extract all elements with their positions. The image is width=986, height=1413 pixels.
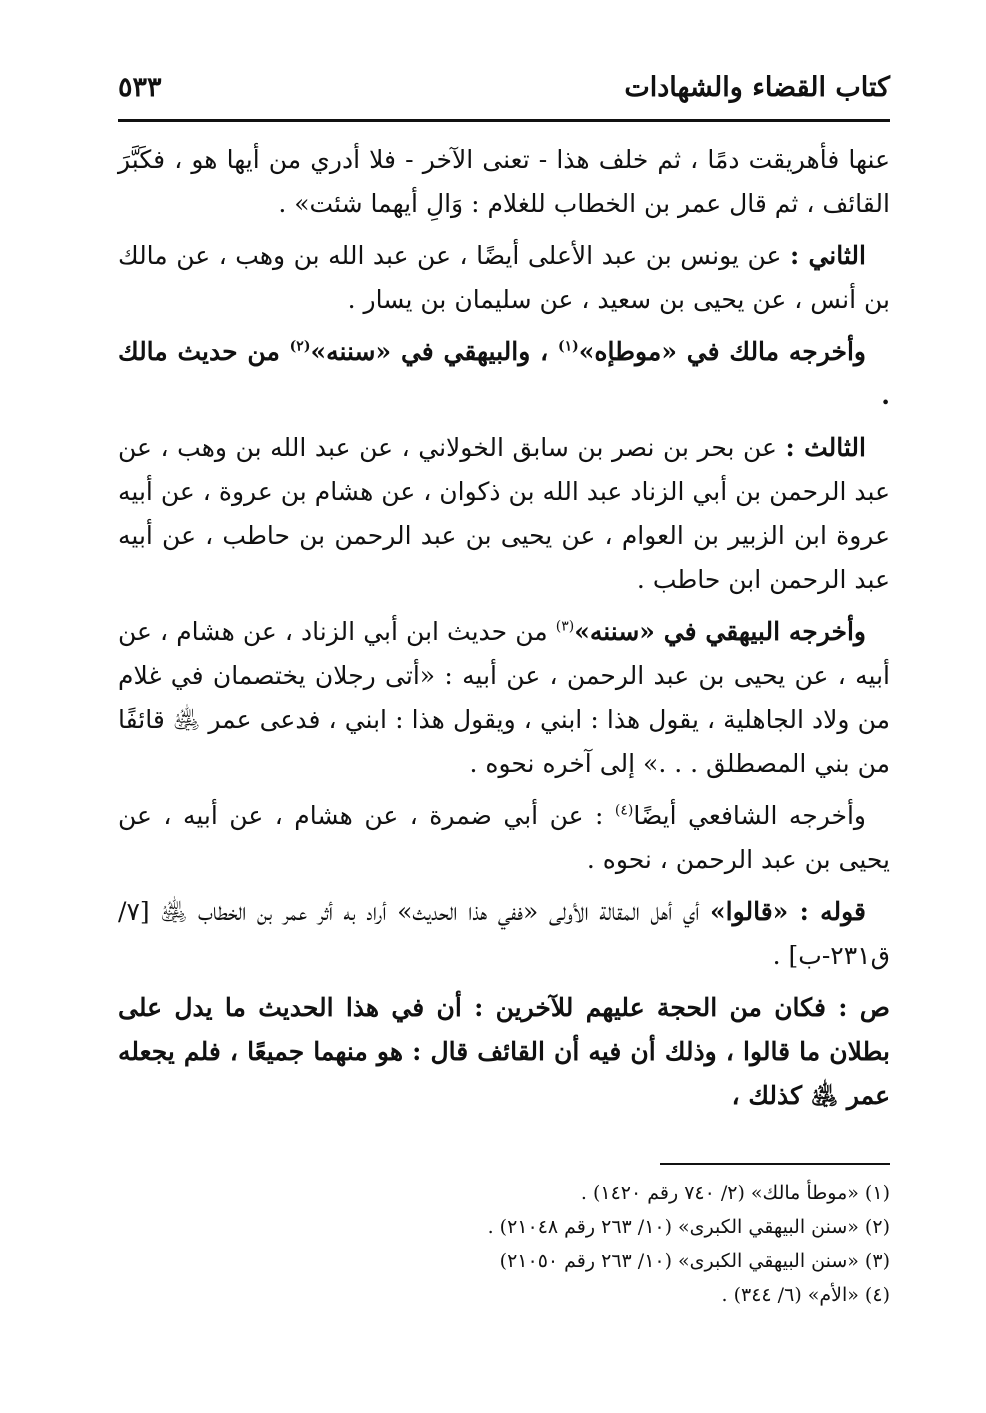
footnote: (٢) «سنن البيهقي الكبرى» (١٠/ ٢٦٣ رقم ٢١٠٤٨) .: [487, 1216, 890, 1238]
paragraph-text: أي أهل المقالة الأولى «ففي هذا الحديث» أراد به أثر عمر بن الخطاب ﵁ [٧/ ق٢٣١-ب] .: [118, 897, 890, 970]
paragraph-text: ص : فكان من الحجة عليهم للآخرين : أن في هذا الحديث ما يدل على بطلان ما قالوا ، وذلك أن فيه أن القائف قال : هو منهما جميعًا ، فلم يجعله عمر ﵁ كذلك ،: [118, 993, 890, 1110]
footnote-rule: [660, 1163, 890, 1165]
paragraph-shafii-source: [118, 794, 890, 882]
body-text: [118, 138, 890, 1126]
paragraph-commentary: [118, 890, 890, 978]
paragraph-malik-source: [118, 330, 890, 418]
footnote-ref-4: (٤): [614, 802, 634, 819]
paragraph-text: عن بحر بن نصر بن سابق الخولاني ، عن عبد الله بن وهب ، عن عبد الرحمن بن أبي الزناد عبد الله بن ذكوان ، عن هشام بن عروة ، عن أبيه عروة ابن الزبير بن العوام ، عن يحيى بن عبد الرحمن بن حاطب ، عن أبيه عبد الرحمن ابن حاطب .: [118, 433, 890, 594]
paragraph-continuation: [118, 138, 890, 226]
paragraph-lead: الثالث :: [785, 433, 866, 462]
paragraph-text: من حديث ابن أبي الزناد ، عن هشام ، عن أبيه ، عن يحيى بن عبد الرحمن ، عن أبيه : «أتى رجلان يختصمان في غلام من ولاد الجاهلية ، يقول هذا : ابني ، ويقول هذا : ابني ، فدعى عمر ﵁ قائفًا من بني المصطلق . . .» إلى آخره نحوه .: [118, 617, 890, 778]
page-number: ٥٣٣: [118, 72, 162, 103]
footnote-ref-2: (٢): [289, 338, 311, 355]
paragraph-text: وأخرجه مالك في «موطإه»: [578, 337, 867, 366]
footnote: (٤) «الأم» (٦/ ٣٤٤) .: [721, 1284, 890, 1306]
footnote: (٣) «سنن البيهقي الكبرى» (١٠/ ٢٦٣ رقم ٢١٠٥٠): [499, 1250, 890, 1272]
paragraph-text: عن يونس بن عبد الأعلى أيضًا ، عن عبد الله بن وهب ، عن مالك بن أنس ، عن يحيى بن سعيد ، عن سليمان بن يسار .: [118, 241, 890, 314]
paragraph-lead: قوله : «قالوا»: [710, 897, 866, 926]
paragraph-text: : عن أبي ضمرة ، عن هشام ، عن أبيه ، عن يحيى بن عبد الرحمن ، نحوه .: [118, 801, 890, 874]
page-header: [118, 66, 890, 114]
paragraph-third-chain: [118, 426, 890, 602]
footnotes: [300, 1176, 890, 1312]
paragraph-text: عنها فأهريقت دمًا ، ثم خلف هذا - تعنى الآخر - فلا أدري من أيها هو ، فكَبَّرَ القائف ، ثم قال عمر بن الخطاب للغلام : وَالِ أيهما شئت» .: [118, 145, 890, 218]
footnote-ref-3: (٣): [555, 618, 575, 635]
paragraph-lead: وأخرجه البيهقي في «سننه»: [574, 617, 866, 646]
header-rule: [118, 119, 890, 122]
paragraph-second-chain: [118, 234, 890, 322]
footnote-ref-1: (١): [558, 338, 579, 355]
book-title: كتاب القضاء والشهادات: [624, 72, 890, 103]
paragraph-lead: وأخرجه الشافعي أيضًا: [633, 801, 866, 830]
paragraph-main-text: [118, 986, 890, 1118]
paragraph-text: ، والبيهقي في «سننه»: [310, 337, 558, 366]
paragraph-bayhaqi-source: [118, 610, 890, 786]
paragraph-text: من حديث مالك .: [118, 337, 890, 410]
footnote: (١) «موطأ مالك» (٢/ ٧٤٠ رقم ١٤٢٠) .: [580, 1182, 890, 1204]
paragraph-lead: الثاني :: [789, 241, 866, 270]
